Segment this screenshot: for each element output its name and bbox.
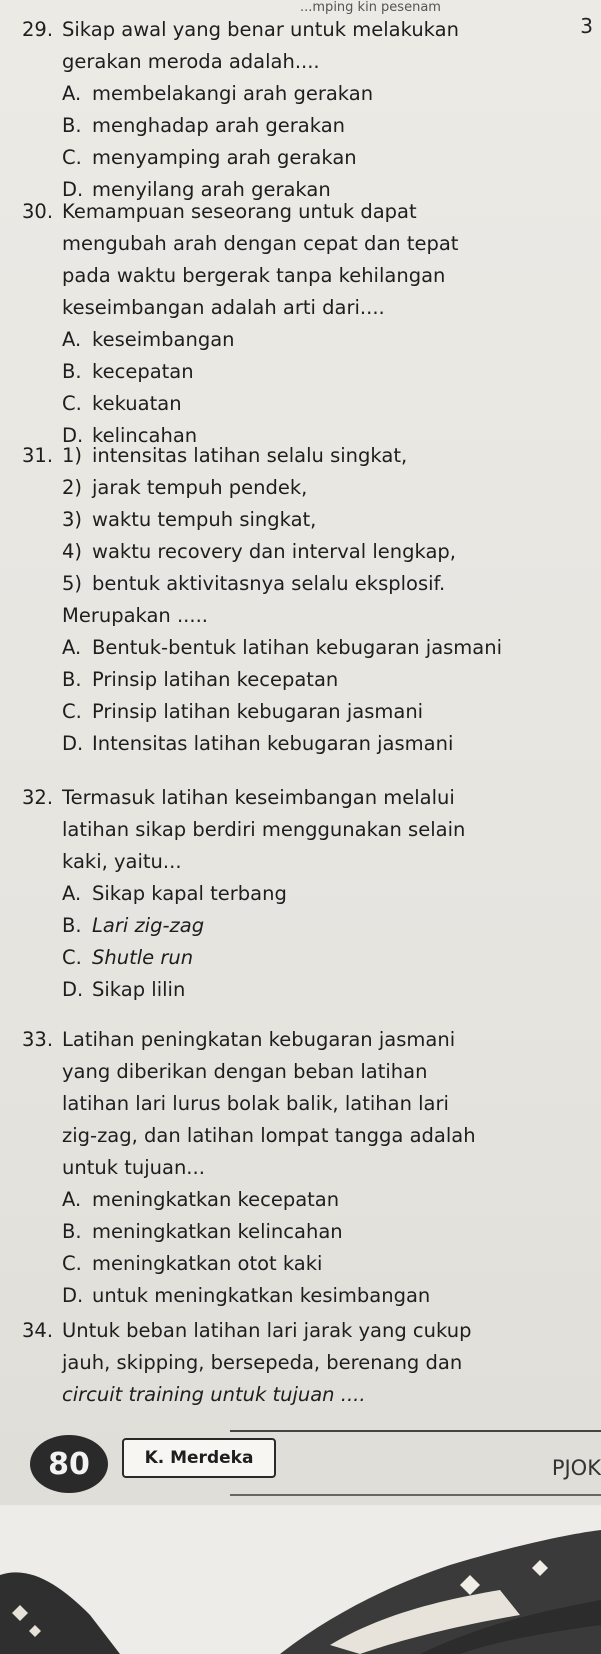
page-number-badge: 80 bbox=[30, 1435, 108, 1493]
option-a: A. Bentuk-bentuk latihan kebugaran jasmani bbox=[62, 636, 503, 659]
question-30 bbox=[22, 196, 592, 452]
stem-line: latihan sikap berdiri menggunakan selain bbox=[62, 818, 466, 841]
stem-line: Kemampuan seseorang untuk dapat bbox=[62, 200, 417, 223]
option-c: C. kekuatan bbox=[62, 392, 182, 415]
question-number: 34. bbox=[22, 1319, 54, 1342]
stem-line: latihan lari lurus bolak balik, latihan lari bbox=[62, 1092, 449, 1115]
option-a: A. meningkatkan kecepatan bbox=[62, 1188, 340, 1211]
option-d: D. untuk meningkatkan kesimbangan bbox=[62, 1284, 431, 1307]
list-item: 5) bentuk aktivitasnya selalu eksplosif. bbox=[62, 572, 446, 595]
stem-line: yang diberikan dengan beban latihan bbox=[62, 1060, 428, 1083]
question-number: 29. bbox=[22, 18, 54, 41]
option-b: B. meningkatkan kelincahan bbox=[62, 1220, 343, 1243]
option-b: B. Prinsip latihan kecepatan bbox=[62, 668, 339, 691]
question-34 bbox=[22, 1315, 592, 1411]
stem-line: Untuk beban latihan lari jarak yang cukup bbox=[62, 1319, 472, 1342]
option-a: A. membelakangi arah gerakan bbox=[62, 82, 374, 105]
stem-line: kaki, yaitu... bbox=[62, 850, 182, 873]
stem-line: zig-zag, dan latihan lompat tangga adalah bbox=[62, 1124, 476, 1147]
option-a: A. keseimbangan bbox=[62, 328, 235, 351]
stem-line: Latihan peningkatan kebugaran jasmani bbox=[62, 1028, 456, 1051]
footer-rule bbox=[230, 1430, 601, 1432]
option-c: C. Shutle run bbox=[62, 946, 194, 969]
question-number: 31. bbox=[22, 444, 54, 467]
option-d: D. Sikap lilin bbox=[62, 978, 186, 1001]
curriculum-tag: K. Merdeka bbox=[122, 1438, 276, 1478]
stem-line: circuit training untuk tujuan .... bbox=[62, 1383, 366, 1406]
stem-line: pada waktu bergerak tanpa kehilangan bbox=[62, 264, 446, 287]
lead-text: Merupakan ..... bbox=[62, 604, 208, 627]
option-c: C. menyamping arah gerakan bbox=[62, 146, 357, 169]
option-c: C. Prinsip latihan kebugaran jasmani bbox=[62, 700, 424, 723]
list-item: 3) waktu tempuh singkat, bbox=[62, 508, 317, 531]
question-33 bbox=[22, 1024, 592, 1312]
stem-line: gerakan meroda adalah.... bbox=[62, 50, 320, 73]
footer-rule bbox=[230, 1494, 601, 1496]
list-item: intensitas latihan selalu singkat, bbox=[92, 444, 408, 467]
stem-line: Termasuk latihan keseimbangan melalui bbox=[62, 786, 455, 809]
stem-line: Sikap awal yang benar untuk melakukan bbox=[62, 18, 459, 41]
question-32 bbox=[22, 782, 592, 1006]
option-b: B. menghadap arah gerakan bbox=[62, 114, 346, 137]
option-c: C. meningkatkan otot kaki bbox=[62, 1252, 323, 1275]
option-d: D. menyilang arah gerakan bbox=[62, 178, 331, 201]
table-surface bbox=[0, 1505, 601, 1654]
stem-line: untuk tujuan... bbox=[62, 1156, 205, 1179]
subject-label: PJOK bbox=[551, 1456, 601, 1480]
list-item: 2) jarak tempuh pendek, bbox=[62, 476, 308, 499]
page-footer bbox=[0, 1408, 601, 1498]
list-item: 4) waktu recovery dan interval lengkap, bbox=[62, 540, 456, 563]
stem-line: keseimbangan adalah arti dari.... bbox=[62, 296, 385, 319]
question-number: 33. bbox=[22, 1028, 54, 1051]
question-number: 30. bbox=[22, 200, 54, 223]
option-a: A. Sikap kapal terbang bbox=[62, 882, 287, 905]
stem-line: mengubah arah dengan cepat dan tepat bbox=[62, 232, 459, 255]
option-d: D. kelincahan bbox=[62, 424, 198, 447]
patterned-cloth bbox=[0, 1505, 601, 1654]
margin-fragment: 3 bbox=[580, 14, 593, 38]
question-number: 32. bbox=[22, 786, 54, 809]
option-b: B. Lari zig-zag bbox=[62, 914, 205, 937]
question-29 bbox=[22, 14, 592, 206]
stem-line: jauh, skipping, bersepeda, berenang dan bbox=[62, 1351, 463, 1374]
top-cut-text: ...mping kin pesenam bbox=[300, 0, 441, 15]
question-31: 31. 1) intensitas latihan selalu singkat, 2) jarak tempuh pendek, 3) waktu tempuh singkat, 4) waktu recovery dan interval lengkap, 5) bentuk aktivitasnya selalu eksplosif. Merupakan ..... A. Bentuk-bentuk latihan kebugaran jasmani B. Prinsip latihan kecepatan C. Prinsip latihan kebugaran jasmani D. Intensitas latihan kebugaran jasmani bbox=[22, 440, 592, 760]
option-b: B. kecepatan bbox=[62, 360, 194, 383]
option-d: D. Intensitas latihan kebugaran jasmani bbox=[62, 732, 454, 755]
